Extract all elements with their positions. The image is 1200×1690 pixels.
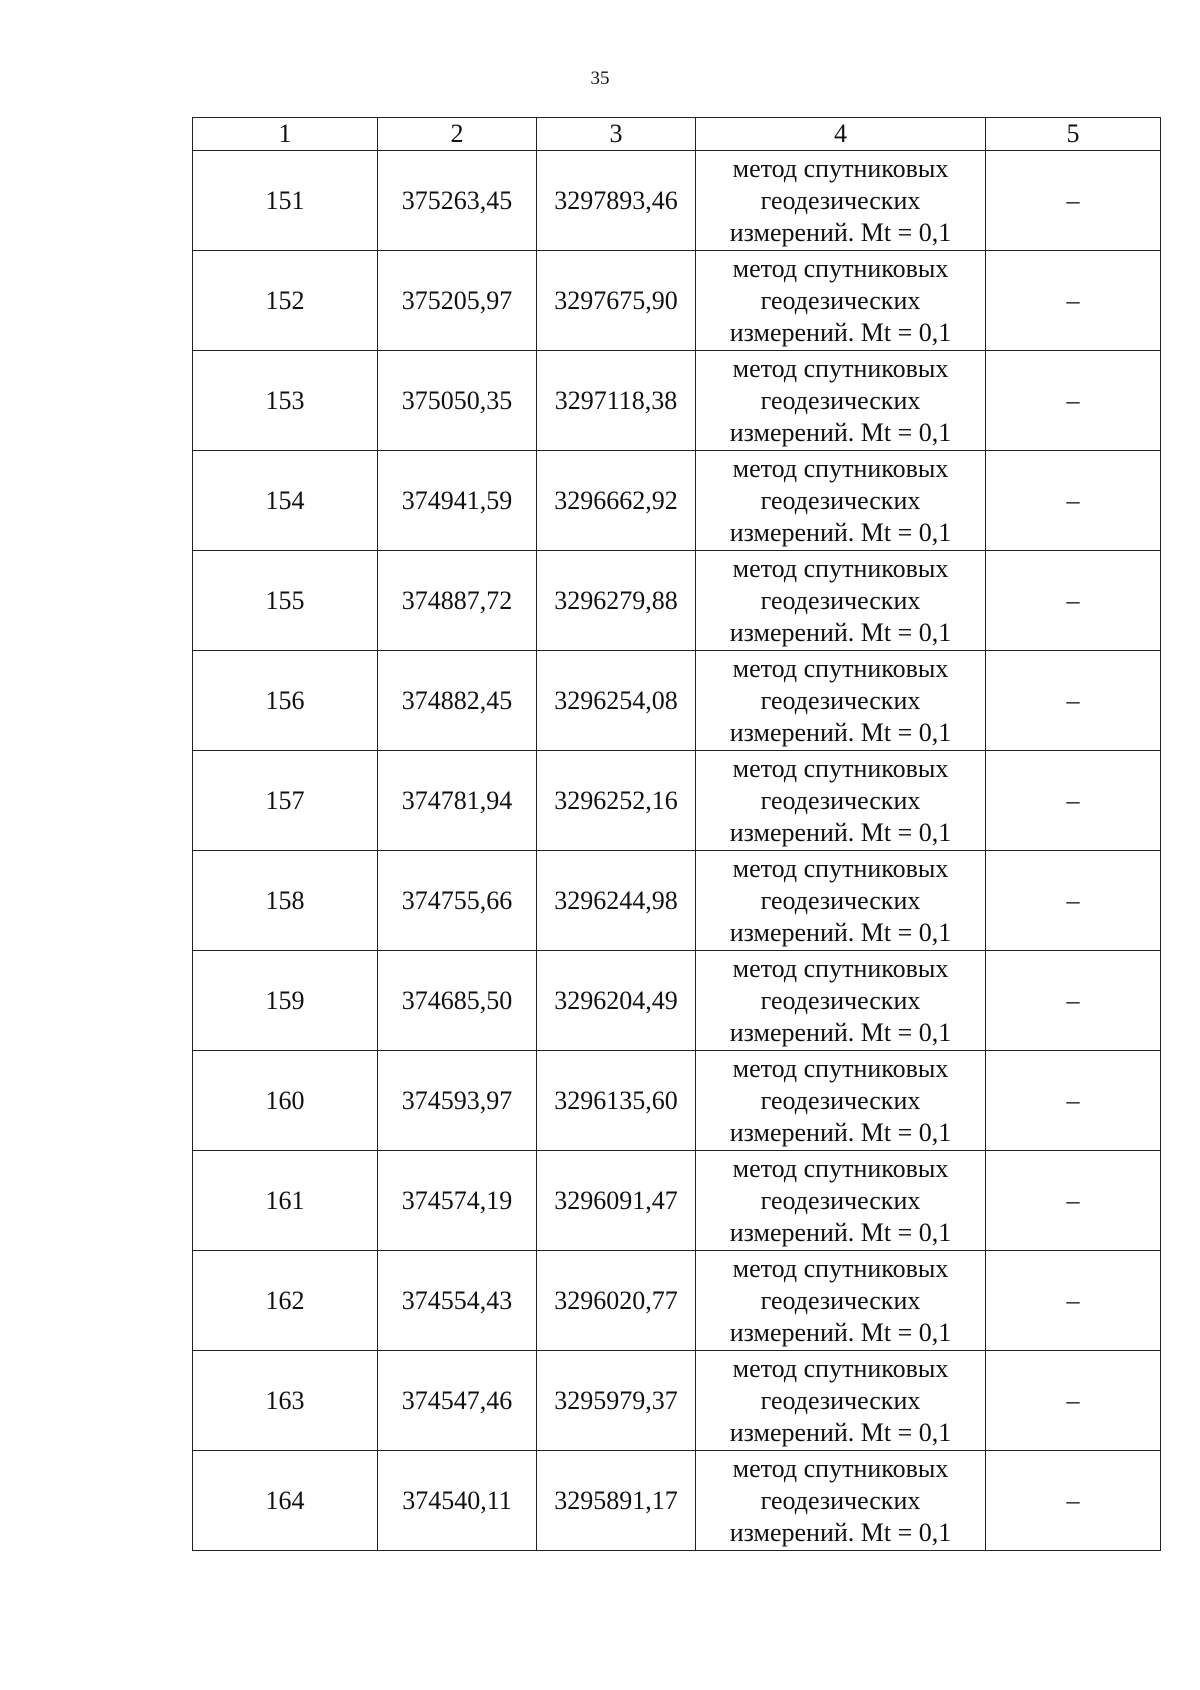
y-coordinate-cell: 3296662,92 <box>537 451 696 551</box>
point-number-cell: 164 <box>193 1451 378 1551</box>
method-line: измерений. Mt = 0,1 <box>729 517 952 547</box>
x-coordinate-cell: 374554,43 <box>378 1251 537 1351</box>
method-cell <box>696 951 986 1051</box>
table-row <box>193 451 1161 551</box>
method-line: геодезических <box>760 985 921 1015</box>
x-coordinate-cell: 374574,19 <box>378 1151 537 1251</box>
table-header-row <box>193 118 1161 151</box>
x-coordinate-cell: 374540,11 <box>378 1451 537 1551</box>
y-coordinate-cell: 3296135,60 <box>537 1051 696 1151</box>
y-coordinate-cell: 3296244,98 <box>537 851 696 951</box>
method-line: геодезических <box>760 585 921 615</box>
x-coordinate-cell: 375205,97 <box>378 251 537 351</box>
method-line: метод спутниковых <box>732 353 949 383</box>
column-header-1: 1 <box>193 118 378 151</box>
y-coordinate-cell: 3295979,37 <box>537 1351 696 1451</box>
point-number-cell: 158 <box>193 851 378 951</box>
table-row <box>193 1451 1161 1551</box>
method-line: геодезических <box>760 885 921 915</box>
note-cell: – <box>986 1351 1161 1451</box>
point-number-cell: 153 <box>193 351 378 451</box>
column-header-4: 4 <box>696 118 986 151</box>
method-line: метод спутниковых <box>732 253 949 283</box>
point-number-cell: 155 <box>193 551 378 651</box>
note-cell: – <box>986 751 1161 851</box>
x-coordinate-cell: 374593,97 <box>378 1051 537 1151</box>
page-number: 35 <box>590 68 610 89</box>
method-line: метод спутниковых <box>732 1053 949 1083</box>
table-row <box>193 1051 1161 1151</box>
method-cell <box>696 1151 986 1251</box>
table-row <box>193 1351 1161 1451</box>
table-row <box>193 1151 1161 1251</box>
method-line: геодезических <box>760 785 921 815</box>
method-line: измерений. Mt = 0,1 <box>729 217 952 247</box>
method-line: метод спутниковых <box>732 753 949 783</box>
y-coordinate-cell: 3296254,08 <box>537 651 696 751</box>
method-cell <box>696 1251 986 1351</box>
method-line: геодезических <box>760 1085 921 1115</box>
table-body <box>193 151 1161 1551</box>
method-line: метод спутниковых <box>732 953 949 983</box>
point-number-cell: 156 <box>193 651 378 751</box>
method-cell <box>696 1451 986 1551</box>
point-number-cell: 154 <box>193 451 378 551</box>
method-cell <box>696 351 986 451</box>
note-cell: – <box>986 351 1161 451</box>
table-row <box>193 851 1161 951</box>
note-cell: – <box>986 1251 1161 1351</box>
y-coordinate-cell: 3296279,88 <box>537 551 696 651</box>
point-number-cell: 160 <box>193 1051 378 1151</box>
x-coordinate-cell: 374685,50 <box>378 951 537 1051</box>
method-cell <box>696 1351 986 1451</box>
column-header-5: 5 <box>986 118 1161 151</box>
table-row <box>193 151 1161 251</box>
method-line: геодезических <box>760 1485 921 1515</box>
method-line: измерений. Mt = 0,1 <box>729 917 952 947</box>
x-coordinate-cell: 375050,35 <box>378 351 537 451</box>
method-cell <box>696 151 986 251</box>
method-line: геодезических <box>760 285 921 315</box>
point-number-cell: 157 <box>193 751 378 851</box>
method-cell <box>696 551 986 651</box>
point-number-cell: 163 <box>193 1351 378 1451</box>
method-cell <box>696 1051 986 1151</box>
method-line: измерений. Mt = 0,1 <box>729 617 952 647</box>
y-coordinate-cell: 3297118,38 <box>537 351 696 451</box>
y-coordinate-cell: 3297893,46 <box>537 151 696 251</box>
point-number-cell: 162 <box>193 1251 378 1351</box>
x-coordinate-cell: 374941,59 <box>378 451 537 551</box>
method-line: измерений. Mt = 0,1 <box>729 317 952 347</box>
method-cell <box>696 651 986 751</box>
table-row <box>193 1251 1161 1351</box>
method-line: метод спутниковых <box>732 553 949 583</box>
point-number-cell: 159 <box>193 951 378 1051</box>
table-row <box>193 551 1161 651</box>
x-coordinate-cell: 374887,72 <box>378 551 537 651</box>
method-line: геодезических <box>760 685 921 715</box>
table-row <box>193 251 1161 351</box>
y-coordinate-cell: 3296252,16 <box>537 751 696 851</box>
y-coordinate-cell: 3296204,49 <box>537 951 696 1051</box>
method-line: измерений. Mt = 0,1 <box>729 1317 952 1347</box>
y-coordinate-cell: 3297675,90 <box>537 251 696 351</box>
method-line: измерений. Mt = 0,1 <box>729 1017 952 1047</box>
method-line: геодезических <box>760 1185 921 1215</box>
point-number-cell: 152 <box>193 251 378 351</box>
y-coordinate-cell: 3295891,17 <box>537 1451 696 1551</box>
method-line: измерений. Mt = 0,1 <box>729 1517 952 1547</box>
method-cell <box>696 851 986 951</box>
note-cell: – <box>986 1451 1161 1551</box>
method-line: метод спутниковых <box>732 1453 949 1483</box>
method-line: измерений. Mt = 0,1 <box>729 1117 952 1147</box>
method-line: измерений. Mt = 0,1 <box>729 1417 952 1447</box>
y-coordinate-cell: 3296091,47 <box>537 1151 696 1251</box>
note-cell: – <box>986 151 1161 251</box>
note-cell: – <box>986 851 1161 951</box>
table-row <box>193 651 1161 751</box>
method-line: измерений. Mt = 0,1 <box>729 817 952 847</box>
point-number-cell: 161 <box>193 1151 378 1251</box>
method-cell <box>696 451 986 551</box>
x-coordinate-cell: 374755,66 <box>378 851 537 951</box>
method-cell <box>696 751 986 851</box>
column-header-2: 2 <box>378 118 537 151</box>
table-row <box>193 951 1161 1051</box>
table-row <box>193 351 1161 451</box>
table-row <box>193 751 1161 851</box>
note-cell: – <box>986 251 1161 351</box>
note-cell: – <box>986 451 1161 551</box>
x-coordinate-cell: 374547,46 <box>378 1351 537 1451</box>
note-cell: – <box>986 951 1161 1051</box>
method-line: геодезических <box>760 485 921 515</box>
method-line: метод спутниковых <box>732 453 949 483</box>
method-line: метод спутниковых <box>732 1253 949 1283</box>
note-cell: – <box>986 651 1161 751</box>
note-cell: – <box>986 1151 1161 1251</box>
method-line: измерений. Mt = 0,1 <box>729 717 952 747</box>
method-line: геодезических <box>760 1385 921 1415</box>
point-number-cell: 151 <box>193 151 378 251</box>
x-coordinate-cell: 374781,94 <box>378 751 537 851</box>
method-line: геодезических <box>760 385 921 415</box>
note-cell: – <box>986 551 1161 651</box>
method-line: метод спутниковых <box>732 153 949 183</box>
column-header-3: 3 <box>537 118 696 151</box>
method-line: измерений. Mt = 0,1 <box>729 417 952 447</box>
y-coordinate-cell: 3296020,77 <box>537 1251 696 1351</box>
note-cell: – <box>986 1051 1161 1151</box>
method-line: геодезических <box>760 1285 921 1315</box>
coordinates-table <box>192 117 1161 1551</box>
method-line: метод спутниковых <box>732 1353 949 1383</box>
method-line: метод спутниковых <box>732 653 949 683</box>
method-line: метод спутниковых <box>732 853 949 883</box>
x-coordinate-cell: 374882,45 <box>378 651 537 751</box>
method-line: метод спутниковых <box>732 1153 949 1183</box>
x-coordinate-cell: 375263,45 <box>378 151 537 251</box>
method-line: геодезических <box>760 185 921 215</box>
method-cell <box>696 251 986 351</box>
method-line: измерений. Mt = 0,1 <box>729 1217 952 1247</box>
